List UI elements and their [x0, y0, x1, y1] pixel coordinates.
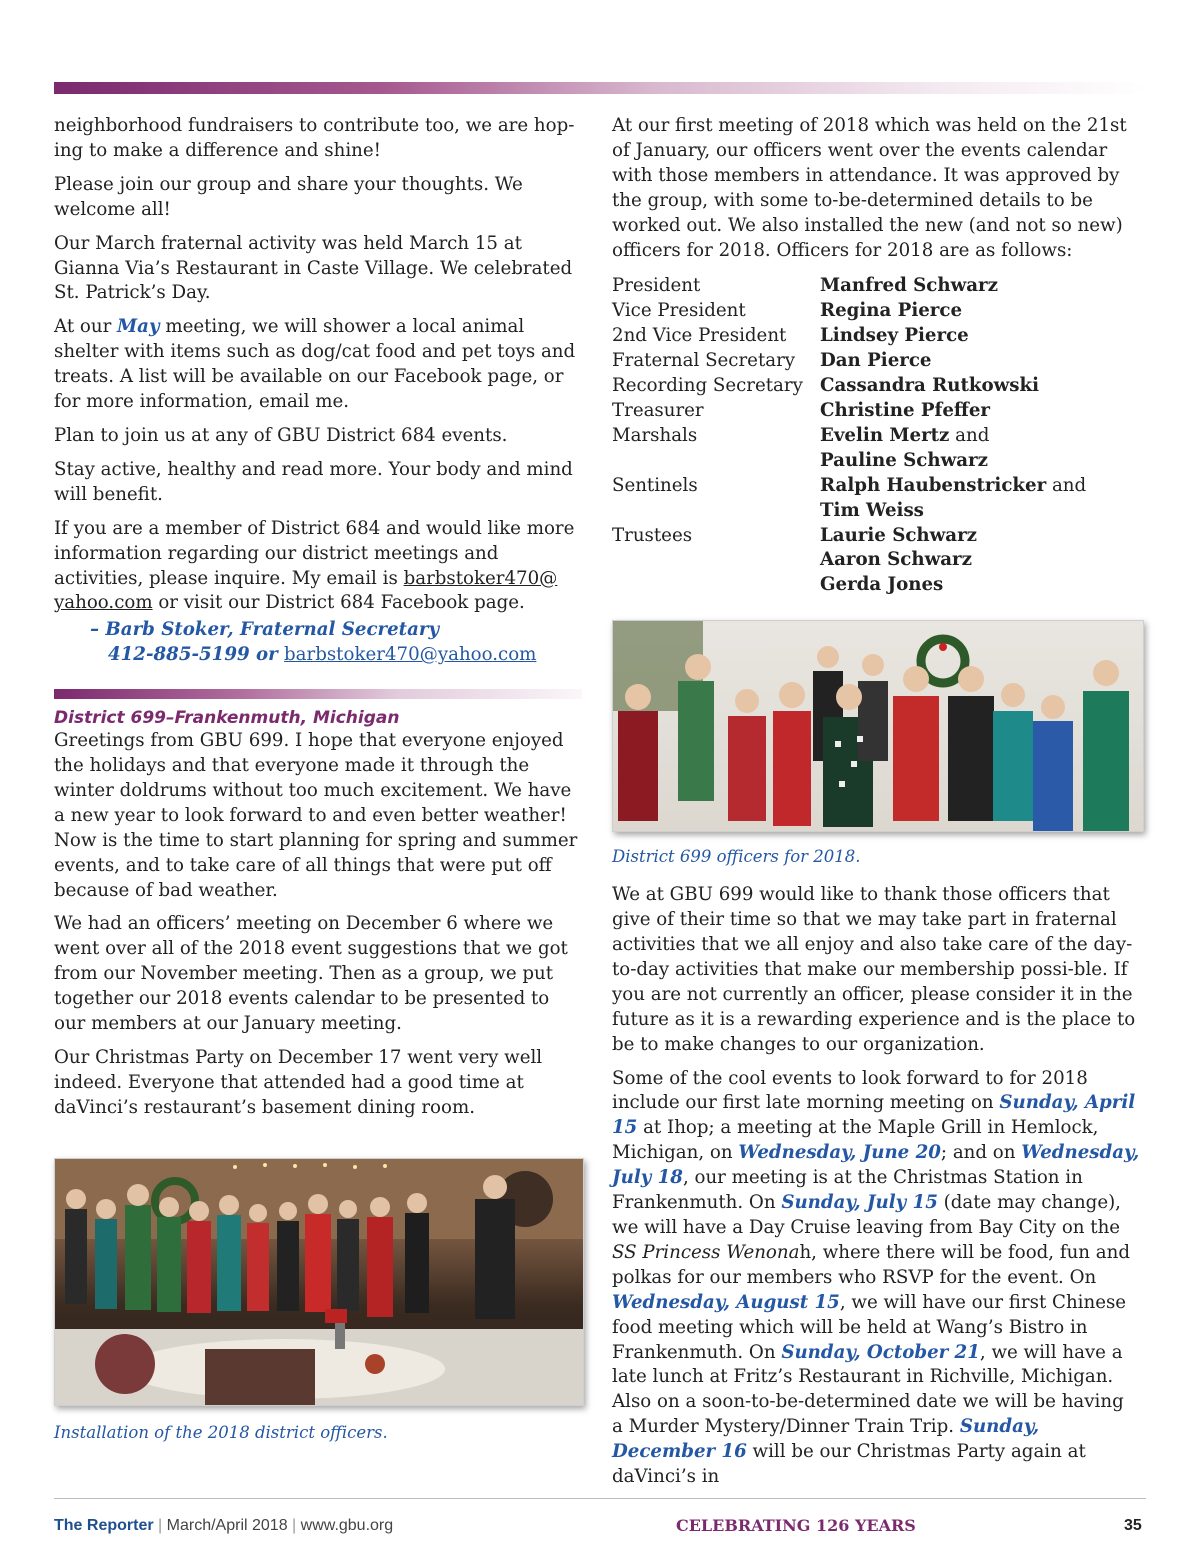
paragraph — [612, 1067, 1140, 1490]
officer-name: Lindsey Pierce — [820, 325, 969, 347]
paragraph: Our Christmas Party on December 17 went very well indeed. Everyone that attended had a good time at daVinci’s restaurant’s basement dining room. — [54, 1047, 543, 1118]
paragraph: Greetings from GBU 699. I hope that everyone enjoyed the holidays and that everyone made it through the winter doldrums without too much excitement. We have a new year to look forward to and even better weather! Now is the time to start planning for spring and summer events, and to take care of all things that were put off because of bad weather. — [54, 730, 578, 901]
officer-row — [612, 548, 1086, 573]
website-link[interactable]: www.gbu.org — [300, 1517, 394, 1534]
section-divider — [54, 689, 582, 699]
district-heading: District 699–Frankenmuth, Michigan — [54, 708, 400, 729]
left-column — [54, 114, 582, 1444]
paragraph: neighborhood fundraisers to contribute too, we are hop-ing to make a difference and shine! — [54, 115, 575, 161]
paragraph: Our March fraternal activity was held March 15 at Gianna Via’s Restaurant in Caste Village. We celebrated St. Patrick’s Day. — [54, 232, 573, 304]
installation-photo-illustration — [55, 1159, 583, 1405]
officer-row — [612, 274, 1086, 299]
issue-date: March/April 2018 — [166, 1517, 288, 1534]
officer-name: Cassandra Rutkowski — [820, 375, 1040, 397]
date-highlight: Sunday, October 21 — [781, 1341, 980, 1363]
paragraph — [54, 517, 582, 617]
officer-role — [612, 449, 820, 474]
officer-name: Ralph Haubenstricker — [820, 474, 1047, 496]
date-highlight: Sunday, April 15 — [612, 1092, 1136, 1139]
top-decorative-bar — [54, 82, 1146, 94]
footer-tagline: CELEBRATING 126 YEARS — [676, 1516, 916, 1535]
paragraph: Stay active, healthy and read more. Your body and mind will benefit. — [54, 458, 573, 505]
paragraph: Please join our group and share your thoughts. We welcome all! — [54, 173, 523, 220]
date-highlight: Sunday, December 16 — [612, 1416, 1040, 1463]
email-link[interactable]: barbstoker470@ yahoo.com — [54, 567, 558, 614]
highlight-may: May — [117, 316, 160, 338]
officer-row — [612, 349, 1086, 374]
footer-publication — [54, 1515, 393, 1537]
text: , our meeting is at the Christmas Station in Frankenmuth. On — [612, 1167, 1083, 1214]
text: (date may change), we will have a Day Cruise leaving from Bay City on the — [612, 1192, 1121, 1238]
officer-name: Laurie Schwarz — [820, 524, 977, 546]
paragraph — [54, 315, 582, 415]
paragraph: Plan to join us at any of GBU District 684 events. — [54, 424, 508, 446]
officer-row — [612, 449, 1086, 474]
date-highlight: Sunday, July 15 — [781, 1192, 938, 1214]
text: At our — [54, 316, 118, 338]
officer-name: Regina Pierce — [820, 300, 963, 322]
paragraph: We at GBU 699 would like to thank those officers that give of their time so that we may take part in fraternal activities that we all enjoy and also take care of the day-to-day activities that make our membership possi-ble. If you are not currently an officer, please consider it in the future as it is a rewarding experience and is the place to be to make changes to our organization. — [612, 884, 1136, 1055]
officer-role: Trustees — [612, 524, 693, 546]
officer-row — [612, 374, 1086, 399]
officer-role — [612, 499, 820, 524]
officer-role: Vice President — [612, 300, 746, 322]
officers-photo-caption: District 699 officers for 2018. — [612, 847, 861, 867]
signature-name: – Barb Stoker, Fraternal Secretary — [90, 619, 440, 641]
officer-name: Aaron Schwarz — [820, 549, 972, 571]
officer-name: Dan Pierce — [820, 350, 932, 372]
date-highlight: Wednesday, June 20 — [738, 1142, 941, 1164]
ship-name: SS Princess Wenona — [612, 1241, 800, 1263]
installation-photo-caption: Installation of the 2018 district officers. — [54, 1422, 388, 1442]
officers-photo-illustration — [613, 621, 1143, 831]
text: , we will have our first Chinese food meeting which will be held at Wang’s Bistro in Frankenmuth. On — [612, 1291, 1127, 1363]
officer-role: Marshals — [612, 424, 698, 446]
officer-role: Fraternal Secretary — [612, 350, 796, 372]
text: at Ihop; a meeting at the Maple Grill in Hemlock, Michigan, on — [612, 1117, 1099, 1164]
date-highlight: Wednesday, July 18 — [612, 1142, 1140, 1189]
text: If you are a member of District 684 and would like more information regarding our district meetings and activities, please inquire. My email is — [54, 517, 575, 589]
text: or visit our District 684 Facebook page. — [152, 592, 525, 614]
page-number: 35 — [1124, 1517, 1142, 1534]
officer-role: 2nd Vice President — [612, 325, 787, 347]
officer-row — [612, 299, 1086, 324]
officer-name: Tim Weiss — [820, 499, 924, 521]
officer-row — [612, 324, 1086, 349]
publication-name: The Reporter — [54, 1517, 154, 1534]
phone: 412-885-5199 or — [108, 644, 285, 666]
officer-name: Evelin Mertz — [820, 424, 950, 446]
officer-row — [612, 499, 1086, 524]
officer-role: Sentinels — [612, 474, 698, 496]
officer-row — [612, 399, 1086, 424]
officer-role — [612, 548, 820, 573]
officer-name: Pauline Schwarz — [820, 449, 988, 471]
text: ; and on — [940, 1142, 1022, 1164]
text: , we will have a late lunch at Fritz’s Restaurant in Richville, Michigan. Also on a soon-to-be-determined date we will be having a Murder Mystery/Dinner Train Trip. — [612, 1341, 1124, 1438]
paragraph: We had an officers’ meeting on December 6 where we went over all of the 2018 event suggestions that we got from our November meeting. Then as a group, we put together our 2018 events calendar to be presented to our members at our January meeting. — [54, 913, 568, 1035]
officers-photo — [612, 620, 1144, 832]
signature-email-link[interactable]: barbstoker470@yahoo.com — [284, 644, 537, 666]
text: meeting, we will shower a local animal shelter with items such as dog/cat food and pet toys and treats. A list will be available on our Facebook page, or for more information, email me. — [54, 316, 576, 413]
officer-name: Gerda Jones — [820, 574, 944, 596]
installation-photo — [54, 1158, 584, 1406]
officers-table — [612, 274, 1086, 598]
officer-role: Treasurer — [612, 399, 704, 421]
officer-name: Manfred Schwarz — [820, 275, 998, 297]
footer-divider — [54, 1498, 1146, 1499]
date-highlight: Wednesday, August 15 — [612, 1291, 840, 1313]
officer-suffix: and — [949, 424, 990, 446]
officer-role: Recording Secretary — [612, 375, 803, 397]
signature-contact — [108, 643, 582, 668]
officer-role — [612, 573, 820, 598]
officer-row — [612, 573, 1086, 598]
text: will be our Christmas Party again at daVinci’s in — [612, 1441, 1086, 1488]
officer-role: President — [612, 275, 701, 297]
paragraph: At our first meeting of 2018 which was held on the 21st of January, our officers went over the events calendar with those members in attendance. It was approved by the group, with some to-be-determined details to be worked out. We also installed the new (and not so new) officers for 2018. Officers for 2018 are as follows: — [612, 115, 1127, 261]
officer-row — [612, 424, 1086, 449]
separator: | — [292, 1517, 297, 1534]
officer-suffix: and — [1046, 474, 1087, 496]
officer-row — [612, 524, 1086, 549]
officer-name: Christine Pfeffer — [820, 399, 991, 421]
officer-row — [612, 474, 1086, 499]
text: h, where there will be food, fun and polkas for our members who RSVP for the event. On — [612, 1241, 1130, 1288]
right-column — [612, 114, 1140, 1499]
separator: | — [158, 1517, 163, 1534]
text: Some of the cool events to look forward to for 2018 include our first late morning meeting on — [612, 1067, 1088, 1114]
